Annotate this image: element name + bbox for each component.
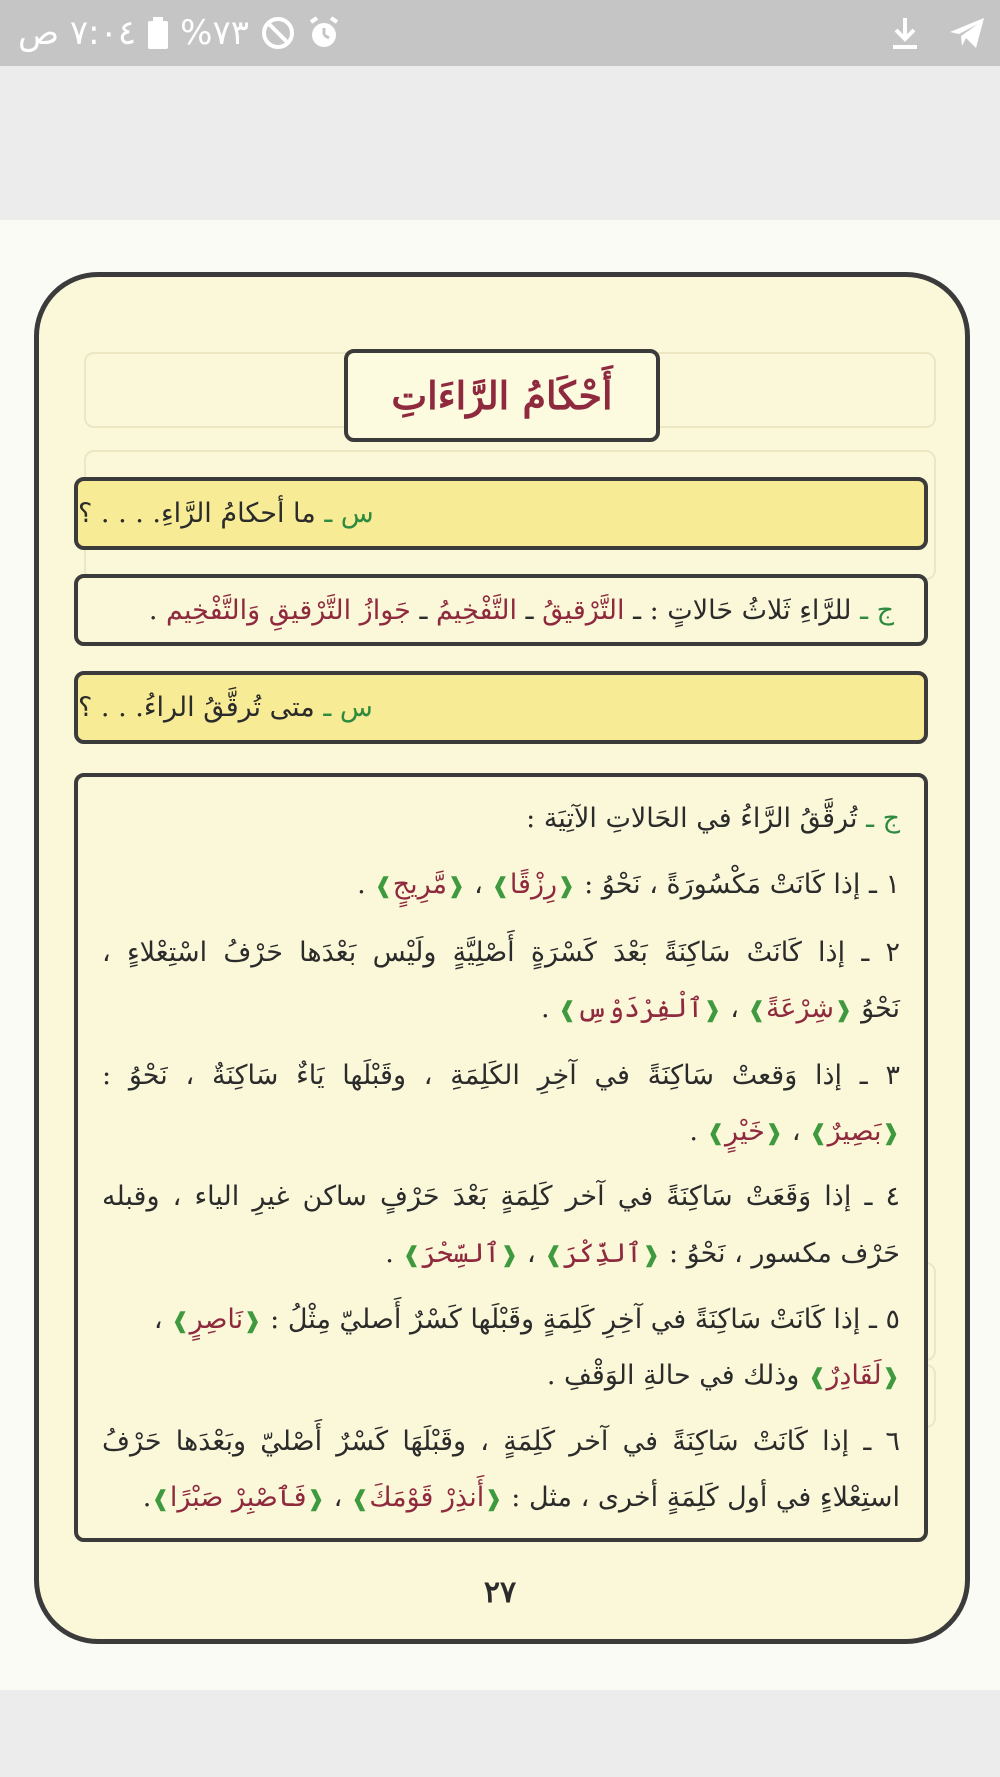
lesson-title: أَحْكَامُ الرَّاءَاتِ <box>391 373 613 418</box>
example-word: شِرْعَةً <box>765 993 835 1024</box>
question-prefix: س ـ <box>324 498 374 529</box>
example-word: ٱلسِّحْرَ <box>420 1238 501 1269</box>
ornament-icon: ❰ <box>881 1121 900 1146</box>
dnd-icon <box>261 16 295 50</box>
telegram-icon <box>948 16 986 50</box>
ornament-icon: ❰ <box>703 998 722 1023</box>
ornament-icon: ❰ <box>557 874 576 899</box>
rule-4-examples: حَرْف مكسور ، نَحْوُ : ❰ٱلذِّكْرَ❱ ، ❰ٱلسِّحْرَ❱ . <box>385 1238 900 1269</box>
ornament-icon: ❰ <box>764 1121 784 1146</box>
example-word: ٱلذِّكْرَ <box>562 1238 642 1269</box>
lesson-title-box <box>344 349 660 442</box>
download-icon <box>890 16 920 50</box>
ornament-icon: ❱ <box>747 998 766 1023</box>
answer-2-intro: ج ـ تُرقَّقُ الرَّاءُ في الحَالاتِ الآتِيَة : <box>526 803 900 834</box>
ornament-icon: ❰ <box>306 1487 326 1512</box>
rule-4: ٤ ـ إذا وَقَعَتْ سَاكِنَةً في آخر كَلِمَةٍ بَعْدَ حَرْفٍ ساكن غيرِ الياء ، وقبله <box>102 1181 900 1212</box>
example-word: مَّرِيجٍ <box>392 869 448 900</box>
ornament-icon: ❰ <box>641 1243 661 1268</box>
ornament-icon: ❱ <box>350 1487 370 1512</box>
rule-5-examples: ❰لَقَادِرٌ❱ وذلك في حالةِ الوَقْفِ . <box>546 1360 900 1391</box>
ornament-icon: ❱ <box>171 1309 190 1334</box>
example-word: بَصِيرٌ <box>827 1116 882 1147</box>
ornament-icon: ❰ <box>243 1309 262 1334</box>
ornament-icon: ❱ <box>491 874 510 899</box>
ornament-icon: ❱ <box>544 1243 563 1268</box>
rule-2-examples: نَحْوُ ❰شِرْعَةً❱ ، ❰ٱلْفِرْدَوْسِ❱ . <box>540 993 900 1024</box>
example-word: لَقَادِرٌ <box>826 1360 882 1391</box>
rule-3: ٣ ـ إذا وَقعتْ سَاكِنَةً في آخِرِ الكَلِمَةِ ، وقَبْلَها يَاءٌ سَاكِنَةٌ ، نَحْوُ : <box>102 1060 900 1091</box>
battery-percent: %٧٣ <box>180 13 250 53</box>
example-word: رِزْقًا <box>509 869 558 900</box>
clock: ٧:٠٤ ص <box>18 13 137 53</box>
answer-2 <box>74 773 928 1542</box>
rule-1: ١ ـ إذا كَانَتْ مَكْسُورَةً ، نَحْوُ : ❰رِزْقًا❱ ، ❰مَّرِيجٍ❱ . <box>357 869 900 900</box>
ornament-icon: ❰ <box>447 874 466 899</box>
ornament-icon: ❰ <box>500 1243 519 1268</box>
answer-1-text: ج ـ للرَّاءِ ثَلاثُ حَالاتٍ : ـ التَّرْقيقُ ـ التَّفْخِيمُ ـ جَوازُ التَّرْقيقِ وَالتَّفْخِيم . <box>148 594 894 626</box>
alarm-icon <box>307 16 341 50</box>
question-2-text: س ـ متى تُرقَّقُ الراءُ. . . ؟ <box>78 692 373 723</box>
status-left <box>18 8 341 58</box>
ornament-icon: ❰ <box>834 998 853 1023</box>
rule-2: ٢ ـ إذا كَانَتْ سَاكِنَةً بَعْدَ كَسْرَةٍ أَصْلِيَّةٍ ولَيْس بَعْدَها حَرْفُ اسْتِعْلاءٍ ، <box>102 937 900 968</box>
ornament-icon: ❱ <box>807 1365 827 1390</box>
ornament-icon: ❰ <box>484 1487 503 1512</box>
question-prefix: س ـ <box>323 692 373 723</box>
question-1 <box>74 477 928 550</box>
page-number: ٢٧ <box>483 1575 517 1610</box>
rule-6: ٦ ـ إذا كَانَتْ سَاكِنَةً في آخر كَلِمَةٍ ، وقَبْلَهَا كَسْرٌ أَصْليّ وبَعْدَها حَرْفُ <box>102 1426 900 1457</box>
rule-6-examples: استِعْلاءٍ في أول كَلِمَةٍ أخرى ، مثل : ❰أَنذِرْ قَوْمَكَ❱ ، ❰فَٱصْبِرْ صَبْرًا❱. <box>142 1482 900 1513</box>
viewer-bottom-band <box>0 1690 1000 1777</box>
example-word: فَٱصْبِرْ صَبْرًا <box>169 1482 307 1513</box>
battery-icon <box>148 17 168 49</box>
answer-prefix: ج ـ <box>860 594 894 626</box>
example-word: أَنذِرْ قَوْمَكَ <box>369 1482 485 1513</box>
ornament-icon: ❰ <box>881 1365 900 1390</box>
rule-5: ٥ ـ إذا كَانَتْ سَاكِنَةً في آخِرِ كَلِمَةٍ وقَبْلَها كَسْرٌ أَصليّ مِثْلُ : ❰نَاصِرٍ❱ ، <box>153 1304 900 1335</box>
rule-3-examples: ❰بَصِيرٌ❱ ، ❰خَيْرٍ❱ . <box>689 1116 900 1147</box>
ornament-icon: ❱ <box>706 1121 726 1146</box>
ornament-icon: ❱ <box>151 1487 170 1512</box>
question-2 <box>74 671 928 744</box>
example-word: نَاصِرٍ <box>189 1304 244 1335</box>
ornament-icon: ❱ <box>374 874 393 899</box>
example-word: ٱلْفِرْدَوْسِ <box>576 993 704 1024</box>
viewer-top-band <box>0 66 1000 220</box>
ornament-icon: ❱ <box>558 998 577 1023</box>
question-1-text: س ـ ما أحكامُ الرَّاءِ. . . . ؟ <box>78 498 374 529</box>
status-right <box>890 8 986 58</box>
ornament-icon: ❱ <box>402 1243 421 1268</box>
status-bar <box>0 0 1000 66</box>
ornament-icon: ❱ <box>809 1121 828 1146</box>
answer-1 <box>74 574 928 646</box>
example-word: خَيْرٍ <box>725 1116 765 1147</box>
